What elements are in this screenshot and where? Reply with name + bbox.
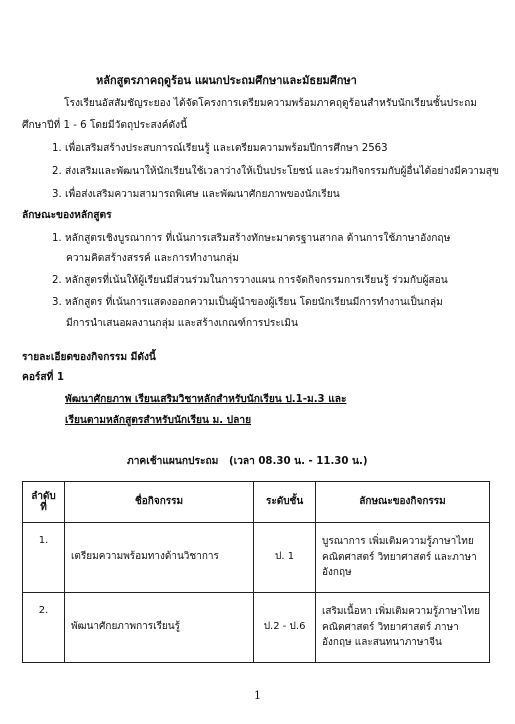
activity-name: พัฒนาศักยภาพการเรียนรู้ [64, 593, 253, 663]
page-number: 1 [254, 689, 261, 702]
objective-item: 3. เพื่อส่งเสริมความสามารถพิเศษ และพัฒนาศักยภาพของนักเรียน [52, 189, 340, 200]
row-number: 2. [23, 593, 65, 663]
page-title: หลักสูตรภาคฤดูร้อน แผนกประถมศึกษาและมัธยมศึกษา [96, 74, 357, 87]
course-description-line-2: เรียนตามหลักสูตรสำหรับนักเรียน ม. ปลาย [65, 415, 252, 426]
course-description-line-1: พัฒนาศักยภาพ เรียนเสริมวิชาหลักสำหรับนักเรียน ป.1-ม.3 และ [65, 394, 347, 405]
table-header-row [23, 482, 490, 523]
course-heading: คอร์สที่ 1 [22, 372, 64, 383]
feature-item: 1. หลักสูตรเชิงบูรณาการ ที่เน้นการเสริมสร้างทักษะมาตรฐานสากล ด้านการใช้ภาษาอังกฤษ [52, 233, 451, 244]
row-number: 1. [23, 523, 65, 593]
objective-item: 2. ส่งเสริมและพัฒนาให้นักเรียนใช้เวลาว่างให้เป็นประโยชน์ และร่วมกิจกรรมกับผู้อื่นได้อย่างมีความสุข [52, 166, 499, 177]
intro-line-2: ศึกษาปีที่ 1 - 6 โดยมีวัตถุประสงค์ดังนี้ [22, 120, 188, 131]
feature-item: 3. หลักสูตร ที่เน้นการแสดงออกความเป็นผู้นำของผู้เรียน โดยนักเรียนมีการทำงานเป็นกลุ่ม [52, 297, 443, 308]
features-heading: ลักษณะของหลักสูตร [22, 210, 112, 221]
column-header-name: ชื่อกิจกรรม [64, 482, 253, 523]
column-header-no: ลำดับ ที่ [23, 482, 65, 523]
activity-level: ป. 1 [254, 523, 316, 593]
activity-nature: เสริมเนื้อหา เพิ่มเติมความรู้ภาษาไทย คณิตศาสตร์ วิทยาศาสตร์ ภาษา อังกฤษ และสนทนาภาษาจีน [316, 593, 490, 663]
column-header-nature: ลักษณะของกิจกรรม [316, 482, 490, 523]
activity-level: ป.2 - ป.6 [254, 593, 316, 663]
intro-line-1: โรงเรียนอัสสัมชัญระยอง ได้จัดโครงการเตรียมความพร้อมภาคฤดูร้อนสำหรับนักเรียนชั้นประถม [64, 98, 477, 109]
table-row [23, 593, 490, 663]
column-header-level: ระดับชั้น [254, 482, 316, 523]
session-title: ภาคเช้าแผนกประถม (เวลา 08.30 น. - 11.30 น.) [127, 456, 368, 467]
table-row [23, 523, 490, 593]
activities-table [22, 481, 490, 663]
details-heading: รายละเอียดของกิจกรรม มีดังนี้ [22, 352, 156, 363]
activity-nature: บูรณาการ เพิ่มเติมความรู้ภาษาไทย คณิตศาสตร์ วิทยาศาสตร์ และภาษา อังกฤษ [316, 523, 490, 593]
feature-item-continued: ความคิดสร้างสรรค์ และการทำงานกลุ่ม [66, 253, 239, 264]
objective-item: 1. เพื่อเสริมสร้างประสบการณ์เรียนรู้ และเตรียมความพร้อมปีการศึกษา 2563 [52, 143, 388, 154]
activity-name: เตรียมความพร้อมทางด้านวิชาการ [64, 523, 253, 593]
feature-item: 2. หลักสูตรที่เน้นให้ผู้เรียนมีส่วนร่วมในการวางแผน การจัดกิจกรรมการเรียนรู้ ร่วมกับผู้สอน [52, 275, 448, 286]
feature-item-continued: มีการนำเสนอผลงานกลุ่ม และสร้างเกณฑ์การประเมิน [66, 318, 298, 329]
